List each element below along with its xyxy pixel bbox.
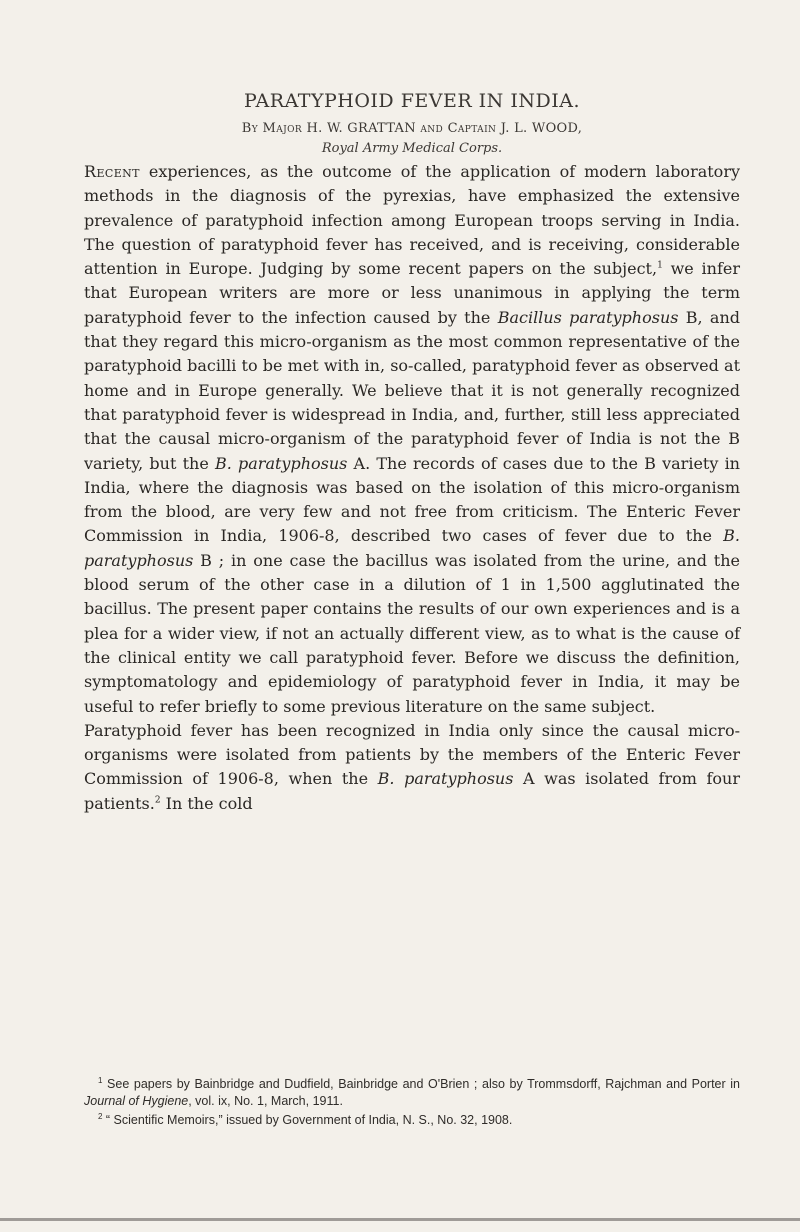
- article-body: [84, 160, 740, 816]
- byline: [84, 121, 740, 136]
- paragraph-1-text-b: we infer that European writers are more or less unanimous in applying the term paratyphoid fever to the infection caused by the: [84, 259, 740, 327]
- paragraph-1-text-e: B ; in one case the bacillus was isolated from the urine, and the blood serum of the other case in a dilution of 1 in 1,500 agglutinated the bacillus. The present paper contains the results of our own experiences and is a plea for a wider view, if not an actually different view, as to what is the cause of the clinical entity we call paratyphoid fever. Before we discuss the definition, symptomatology and epidemiology of paratyphoid fever in India, it may be useful to refer briefly to some previous literature on the same subject.: [84, 550, 740, 716]
- species-name: B. paratyphosus: [214, 453, 348, 473]
- species-name: B. paratyphosus: [377, 769, 514, 789]
- paragraph-2: [84, 719, 740, 816]
- affiliation: Royal Army Medical Corps.: [321, 141, 503, 156]
- footnote-1: [84, 1073, 740, 1109]
- author1-rank: Major: [262, 121, 303, 136]
- footnote-1-text-a: See papers by Bainbridge and Dudfield, Bainbridge and O'Brien ; also by Trommsdorff, Rajchman and Porter in: [102, 1077, 740, 1092]
- footnote-2-mark: 2: [98, 1112, 103, 1122]
- footnote-2-text: “ Scientific Memoirs,” issued by Government of India, N. S., No. 32, 1908.: [102, 1113, 513, 1128]
- author2-name: J. L. WOOD,: [500, 121, 583, 136]
- author2-rank: Captain: [447, 121, 497, 136]
- paragraph-1-text-c: B, and that they regard this micro-organism as the most common representative of the paratyphoid bacilli to be met with in, so-called, paratyphoid fever as observed at home and in Europe generally. We believe that it is not generally recognized that paratyphoid fever is widespread in India, and, further, still less appreciated that the causal micro-organism of the paratyphoid fever of India is not the B variety, but the: [84, 307, 741, 473]
- footnote-2: [84, 1109, 740, 1129]
- author1-name: H. W. GRATTAN: [306, 121, 416, 136]
- footnotes: [84, 1073, 740, 1129]
- paragraph-1-text-a: experiences, as the outcome of the application of modern laboratory methods in the diagnosis of the pyrexias, have emphasized the extensive prevalence of paratyphoid infection among European troops serving in India. The question of paratyphoid fever has received, and is receiving, considerable attention in Europe. Judging by some recent papers on the subject,: [84, 162, 740, 279]
- article-title: PARATYPHOID FEVER IN INDIA.: [244, 90, 580, 112]
- footnote-ref-1: 1: [657, 260, 663, 271]
- footnote-1-mark: 1: [98, 1076, 103, 1085]
- paragraph-2-text-c: In the cold: [160, 793, 253, 813]
- paragraph-1: [84, 160, 740, 719]
- byline-by: By: [241, 121, 259, 136]
- lead-word: Recent: [84, 162, 140, 181]
- journal-name: Journal of Hygiene: [84, 1093, 189, 1108]
- footnote-1-text-b: , vol. ix, No. 1, March, 1911.: [188, 1093, 343, 1108]
- byline-and: and: [420, 121, 444, 136]
- paragraph-1-text-d: A. The records of cases due to the B variety in India, where the diagnosis was based on the isolation of this micro-organism from the blood, are very few and not free from criticism. The Enteric Fever Commission in India, 1906-8, described two cases of fever due to the: [84, 453, 740, 546]
- paragraph-2-text-b: A was isolated from four patients.: [84, 769, 740, 813]
- paragraph-2-text-a: Paratyphoid fever has been recognized in India only since the causal micro-organisms were isolated from patients by the members of the Enteric Fever Commission of 1906-8, when the: [84, 720, 740, 789]
- page-edge-rule: [0, 1218, 800, 1221]
- species-name: Bacillus paratyphosus: [497, 307, 679, 327]
- species-name: B. paratyphosus: [84, 526, 740, 570]
- footnote-ref-2: 2: [154, 795, 161, 806]
